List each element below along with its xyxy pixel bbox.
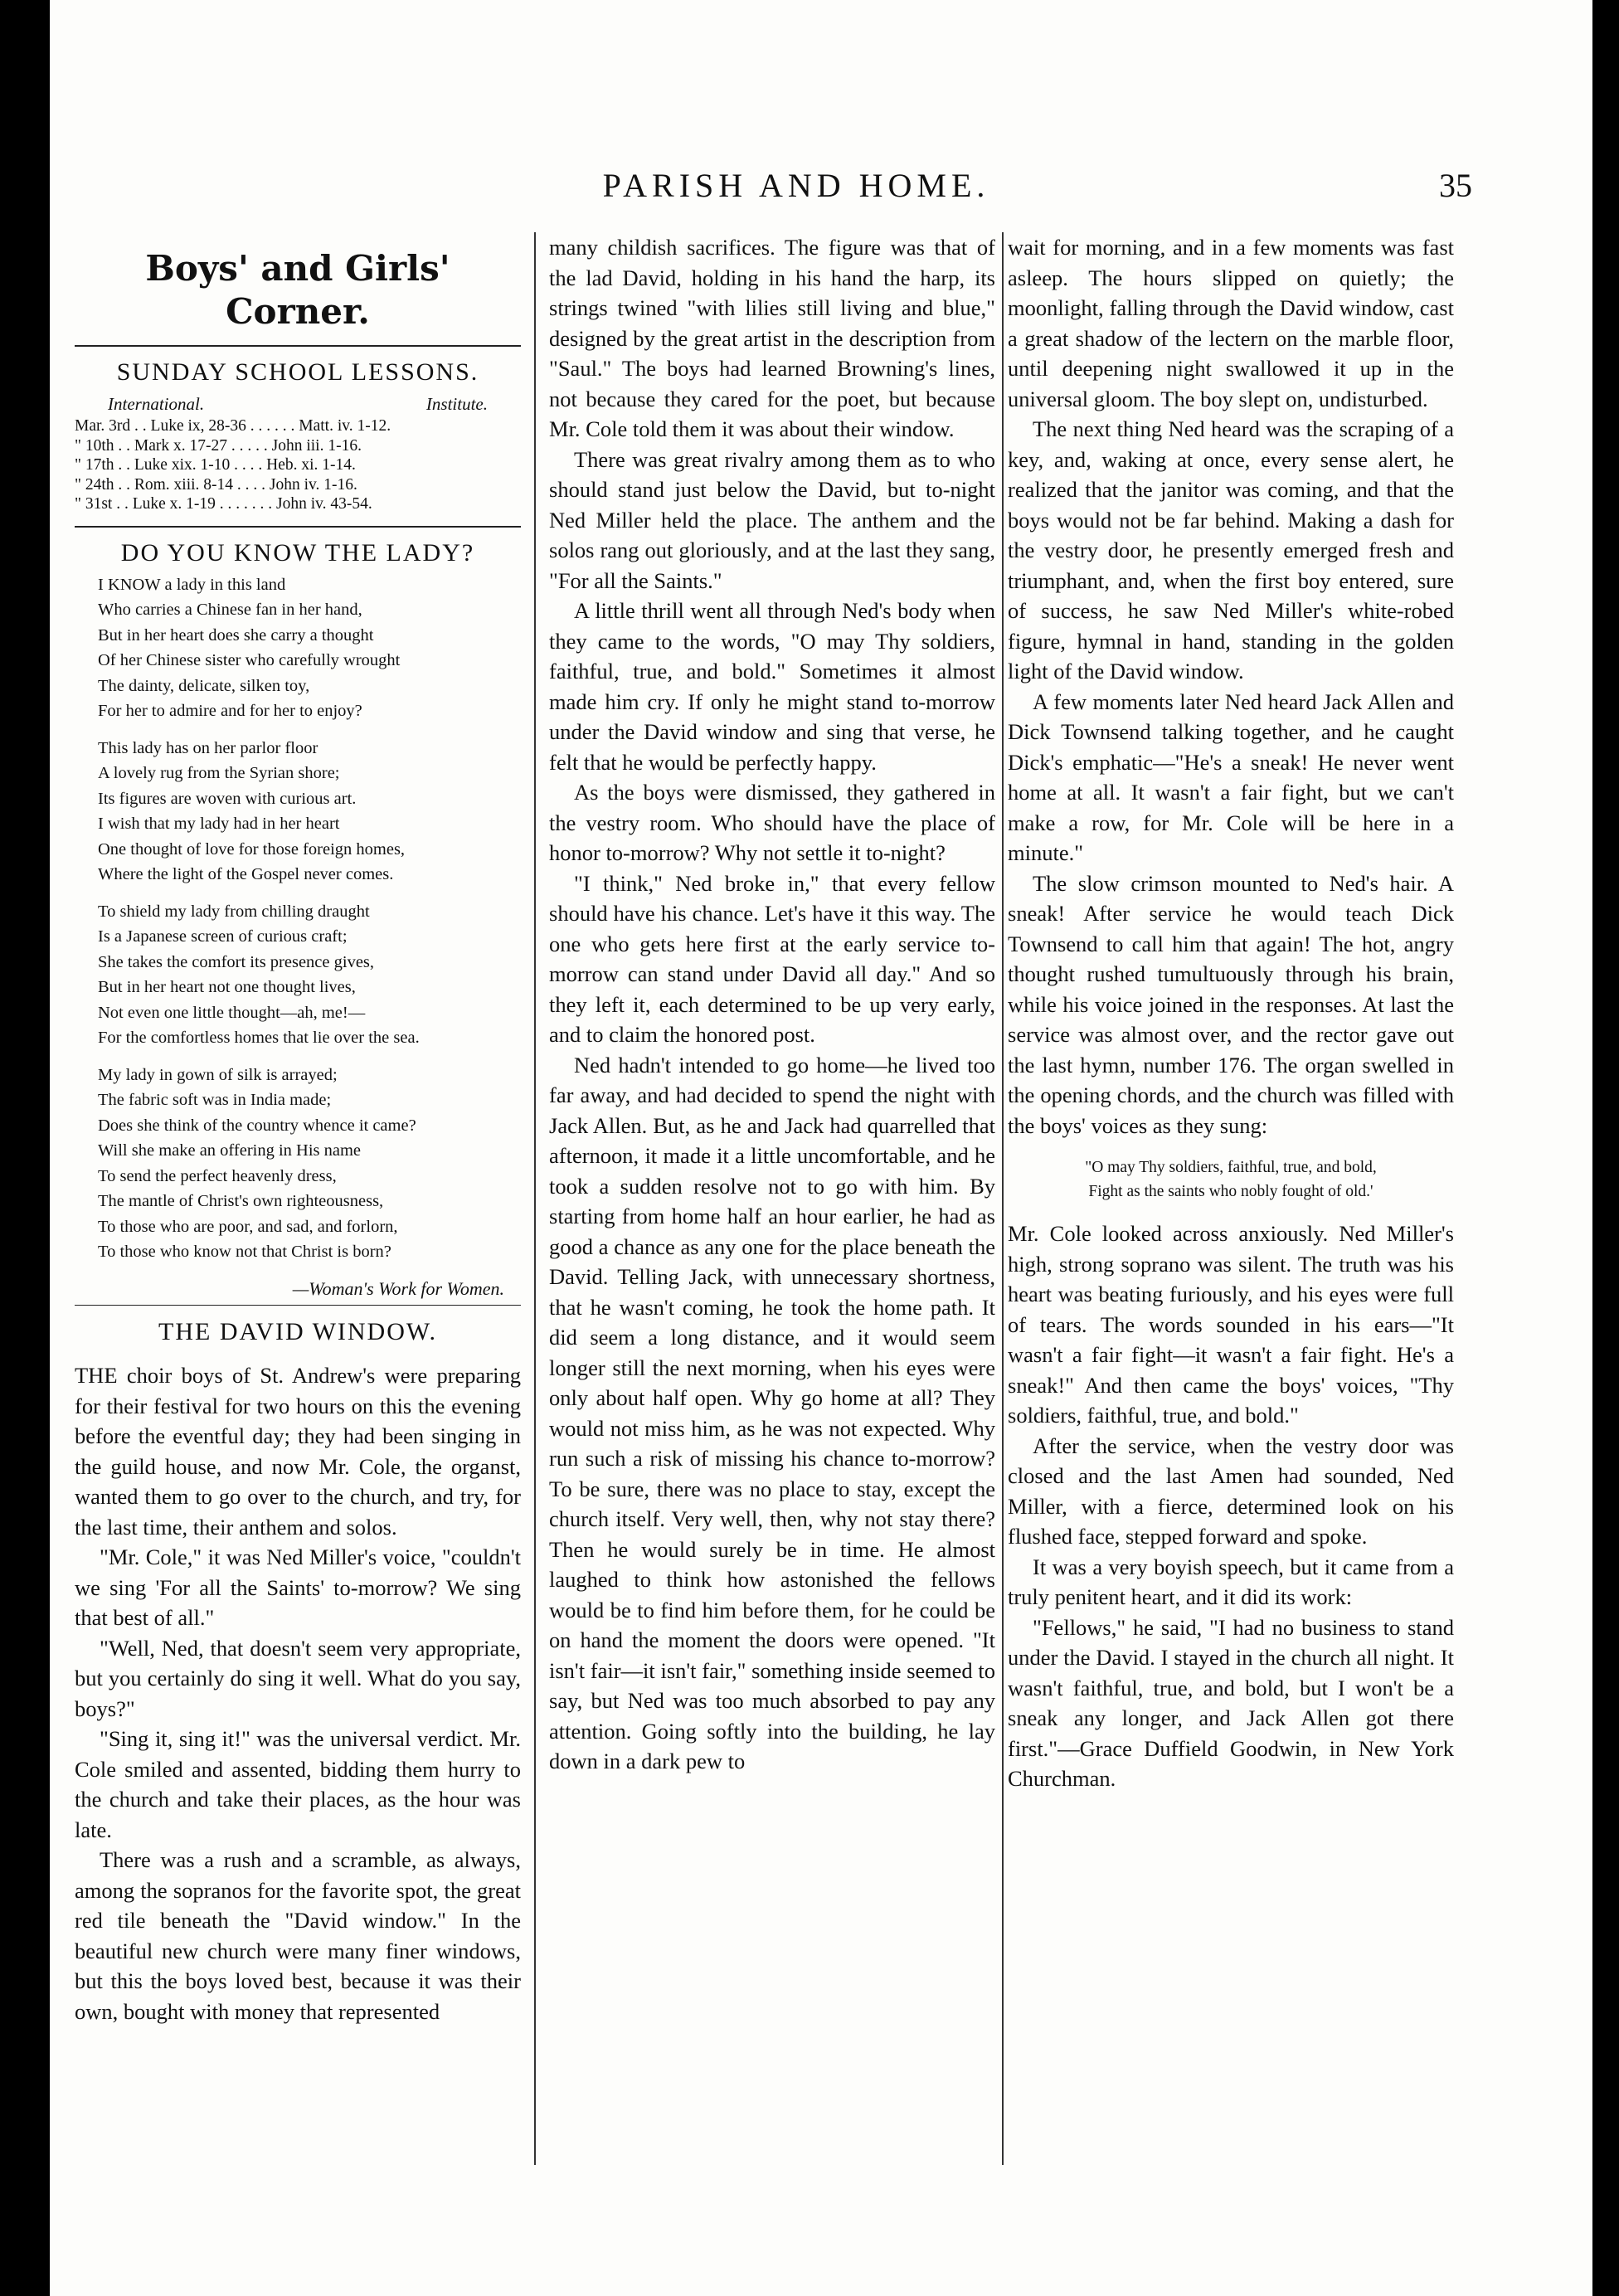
poem-stanza xyxy=(98,736,521,888)
running-title: PARISH AND HOME. xyxy=(602,167,990,204)
paragraph: many childish sacrifices. The figure was that of the lad David, holding in his hand the harp, its strings twined "with lilies still living and blue," designed by the great artist in the description from "Saul." The boys had learned Browning's lines, not because they cared for the poet, but because Mr. Cole told them it was about their window. xyxy=(549,235,995,441)
paragraph: The next thing Ned heard was the scraping of a key, and, waking at once, every sense alert, he realized that the janitor was coming, and that the boys would not be far behind. Making a dash for the vestry door, he presently emerged fresh and triumphant, and, when the first boy entered, sure of success, he saw Ned Miller's white-robed figure, hymnal in hand, standing in the golden light of the David window. xyxy=(1008,416,1454,683)
poem-line: To shield my lady from chilling draught xyxy=(98,902,370,921)
paragraph: There was great rivalry among them as to who should stand just below the David, but to-night Ned Miller held the place. The anthem and the solos rang out gloriously, and at the last they sang, "For all the Saints." xyxy=(549,446,995,593)
poem-stanza xyxy=(98,1063,521,1265)
page xyxy=(50,0,1592,2296)
poem-line: Who carries a Chinese fan in her hand, xyxy=(98,601,362,619)
paragraph: "Sing it, sing it!" was the universal verdict. Mr. Cole smiled and assented, bidding them hurry to the church and take their places, as the hour was late. xyxy=(75,1726,521,1842)
poem-line: The mantle of Christ's own righteousness, xyxy=(98,1192,384,1210)
lessons-institute-label: Institute. xyxy=(425,394,488,414)
hymn-line: Fight as the saints who nobly fought of old.' xyxy=(1088,1183,1373,1200)
poem-stanza xyxy=(98,572,521,724)
lesson-row: Mar. 3rd . . Luke ix, 28-36 . . . . . . Matt. iv. 1-12. xyxy=(75,417,391,435)
paragraph: THE choir boys of St. Andrew's were preparing for their festival for two hours on this the evening before the eventful day; they had been singing in the guild house, and now Mr. Cole, the organst, wanted them to go over to the church, and try, for the last time, their anthem and solos. xyxy=(75,1363,521,1540)
column-3 xyxy=(1008,232,1454,1794)
poem-title: DO YOU KNOW THE LADY? xyxy=(120,538,475,567)
poem-attribution: —Woman's Work for Women. xyxy=(292,1277,504,1299)
paragraph: "Mr. Cole," it was Ned Miller's voice, "couldn't we sing 'For all the Saints' to-morrow? We sing that best of all." xyxy=(75,1544,521,1630)
lessons-international-label: International. xyxy=(108,394,205,414)
poem-line: Of her Chinese sister who carefully wrought xyxy=(98,651,401,669)
page-header xyxy=(50,166,1592,207)
poem-line: Not even one little thought—ah, me!— xyxy=(98,1003,366,1022)
poem-line: To send the perfect heavenly dress, xyxy=(98,1166,337,1185)
poem-line: Will she make an offering in His name xyxy=(98,1141,362,1160)
poem-line: I wish that my lady had in her heart xyxy=(98,815,340,833)
corner-title: Boys' and Girls' Corner. xyxy=(145,248,450,332)
paragraph: A few moments later Ned heard Jack Allen and Dick Townsend talking together, and he caught Dick's emphatic—"He's a sneak! He never went home at all. It wasn't a fair fight, but we can't make a row, for Mr. Cole will be here in a minute." xyxy=(1008,688,1454,865)
paragraph: After the service, when the vestry door was closed and the last Amen had sounded, Ned Miller, with a fierce, determined look on his flushed face, stepped forward and spoke. xyxy=(1008,1433,1454,1549)
poem-line: The fabric soft was in India made; xyxy=(98,1091,332,1109)
lessons-header xyxy=(75,392,521,416)
poem-line: She takes the comfort its presence gives, xyxy=(98,952,375,971)
paragraph: There was a rush and a scramble, as always, among the sopranos for the favorite spot, the great red tile beneath the "David window." In the beautiful new church were many finer windows, but this the boys loved best, because it was their own, bought with money that represented xyxy=(75,1847,521,2024)
column-2 xyxy=(549,232,995,1777)
column-1 xyxy=(75,232,521,2026)
divider xyxy=(75,1305,521,1306)
column-divider xyxy=(534,232,536,2165)
story-column-1 xyxy=(75,1360,521,2026)
paragraph: As the boys were dismissed, they gathered in the vestry room. Who should have the place of honor to-morrow? Why not settle it to-night? xyxy=(549,780,995,865)
poem-line: For the comfortless homes that lie over the sea. xyxy=(98,1029,420,1047)
divider xyxy=(75,526,521,528)
poem-line: Its figures are woven with curious art. xyxy=(98,789,357,808)
paragraph: "I think," Ned broke in," that every fellow should have his chance. Let's have it this way. The one who gets here first at the early service to-morrow can stand under David all day." And so they left it, each determined to be up very early, and to claim the honored post. xyxy=(549,870,995,1047)
page-number: 35 xyxy=(1439,167,1472,204)
poem-line: One thought of love for those foreign homes, xyxy=(98,839,406,859)
poem-line: To those who are poor, and sad, and forlorn, xyxy=(98,1217,398,1236)
poem-line: But in her heart not one thought lives, xyxy=(98,978,356,996)
poem-line: A lovely rug from the Syrian shore; xyxy=(98,764,340,782)
paragraph: "Fellows," he said, "I had no business to stand under the David. I stayed in the church all night. It wasn't faithful, true, and bold, but I won't be a sneak any longer, and Jack Allen got there first."—Grace Duffield Goodwin, in New York Churchman. xyxy=(1008,1614,1454,1791)
poem-line: But in her heart does she carry a thought xyxy=(98,625,374,645)
paragraph: It was a very boyish speech, but it came from a truly penitent heart, and it did its work: xyxy=(1008,1554,1454,1609)
poem-line: To those who know not that Christ is born? xyxy=(98,1243,391,1261)
divider xyxy=(75,345,521,347)
lessons-title: SUNDAY SCHOOL LESSONS. xyxy=(116,358,479,386)
poem-line: Is a Japanese screen of curious craft; xyxy=(98,927,348,946)
poem xyxy=(98,572,521,1265)
lesson-row: " 10th . . Mark x. 17-27 . . . . . John iii. 1-16. xyxy=(75,436,362,455)
paragraph: A little thrill went all through Ned's body when they came to the words, "O may Thy soldiers, faithful, true, and bold." Sometimes it almost made him cry. If only he might stand to-morrow under the David window and sing that verse, he felt that he would be perfectly happy. xyxy=(549,598,995,775)
poem-line: This lady has on her parlor floor xyxy=(98,738,318,757)
poem-line: Where the light of the Gospel never comes. xyxy=(98,865,394,883)
hymn-line: "O may Thy soldiers, faithful, true, and bold, xyxy=(1085,1159,1377,1176)
paragraph: wait for morning, and in a few moments was fast asleep. The hours slipped on quietly; the moonlight, falling through the David window, cast a great shadow of the lectern on the marble floor, until deepening night swallowed it up in the universal gloom. The boy slept on, undisturbed. xyxy=(1008,235,1454,411)
paragraph: The slow crimson mounted to Ned's hair. A sneak! After service he would teach Dick Townsend to call him that again! The hot, angry thought rushed tumultuously through his brain, while his voice joined in the responses. At last the service was almost over, and the rector gave out the last hymn, number 176. The organ swelled in the opening chords, and the church was filled with the boys' voices as they sung: xyxy=(1008,870,1454,1138)
paragraph: "Well, Ned, that doesn't seem very appropriate, but you certainly do sing it well. What do you say, boys?" xyxy=(75,1635,521,1721)
lesson-row: " 17th . . Luke xix. 1-10 . . . . Heb. xi. 1-14. xyxy=(75,456,356,474)
story-column-3-bottom xyxy=(1008,1219,1454,1794)
poem-line: Does she think of the country whence it came? xyxy=(98,1116,416,1135)
story-column-3-top xyxy=(1008,232,1454,1141)
poem-line: I KNOW a lady in this land xyxy=(98,575,286,594)
story-title: THE DAVID WINDOW. xyxy=(158,1317,437,1345)
lesson-row: " 24th . . Rom. xiii. 8-14 . . . . John iv. 1-16. xyxy=(75,475,357,494)
column-divider xyxy=(1002,232,1004,2165)
poem-line: For her to admire and for her to enjoy? xyxy=(98,702,362,720)
lesson-row: " 31st . . Luke x. 1-19 . . . . . . . John iv. 43-54. xyxy=(75,495,372,513)
paragraph: Mr. Cole looked across anxiously. Ned Miller's high, strong soprano was silent. The truth was his heart was beating furiously, and his eyes were full of tears. The words sounded in his ears—"It wasn't a fair fight—it wasn't a fair fight. He's a sneak!" And then came the boys' voices, "Thy soldiers, faithful, true, and bold." xyxy=(1008,1221,1454,1428)
hymn-quote xyxy=(1008,1155,1454,1204)
poem-line: The dainty, delicate, silken toy, xyxy=(98,676,310,695)
poem-stanza xyxy=(98,899,521,1051)
paragraph: Ned hadn't intended to go home—he lived too far away, and had decided to spend the night with Jack Allen. But, as he and Jack had quarrelled that afternoon, it made it a little uncomfortable, and he took a sudden resolve not to go with him. By starting from home half an hour earlier, he had as good a chance as any one for the place beneath the David. Telling Jack, with unnecessary shortness, that he wasn't coming, he took the home path. It did seem a long distance, and it would seem longer still the next morning, when his eyes were only about half open. Why go home at all? They would not miss him, as he was not expected. Why run such a risk of missing his chance to-morrow? To be sure, there was no place to stay, except the church itself. Very well, then, why not stay there? Then he would surely be in time. He almost laughed to think how astonished the fellows would be to find him before them, for he could be on hand the moment the doors were opened. "It isn't fair—it isn't fair," something inside seemed to say, but Ned was too much absorbed to pay any attention. Going softly into the building, he lay down in a dark pew to xyxy=(549,1052,995,1773)
poem-line: My lady in gown of silk is arrayed; xyxy=(98,1065,338,1084)
